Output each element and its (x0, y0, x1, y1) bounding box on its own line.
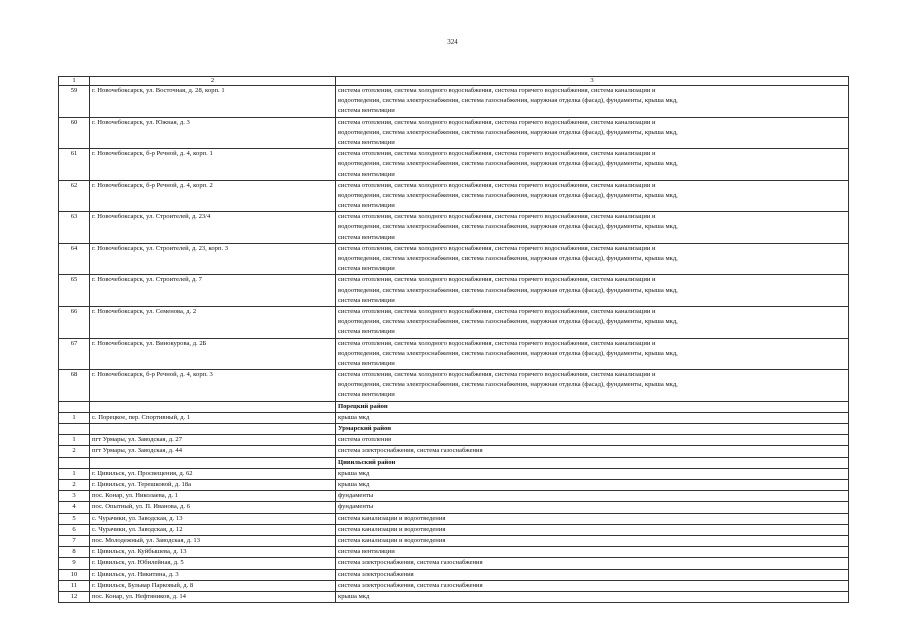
repair-works-line: фундаменты (338, 492, 374, 500)
table-row (59, 536, 849, 547)
row-number: 7 (59, 536, 90, 547)
repair-works-line: крыша мкд (338, 413, 370, 421)
building-address: г. Новочебоксарск, ул. Южная, д. 3 (90, 117, 336, 149)
repair-works-line: водоотведения, система электроснабжения, система газоснабжения, наружная отделка (фасад), фундаменты, крыша мкд, (338, 97, 678, 105)
repair-works-line: крыша мкд (338, 469, 370, 477)
row-number: 9 (59, 558, 90, 569)
table-row (59, 446, 849, 457)
repair-works-cell (336, 446, 849, 457)
row-number: 1 (59, 435, 90, 446)
repair-works-line: водоотведения, система электроснабжения, система газоснабжения, наружная отделка (фасад), фундаменты, крыша мкд, (338, 191, 678, 199)
row-number: 6 (59, 524, 90, 535)
building-address: г. Новочебоксарск, ул. Винокурова, д. 2Б (90, 338, 336, 370)
repair-works-cell (336, 370, 849, 402)
repair-works-line: система вентиляции (338, 265, 395, 273)
row-number: 63 (59, 212, 90, 244)
row-number: 11 (59, 580, 90, 591)
row-number: 2 (59, 446, 90, 457)
building-address: г. Цивильск, ул. Юбилейная, д. 5 (90, 558, 336, 569)
table-row (59, 569, 849, 580)
repair-works-cell (336, 558, 849, 569)
repair-works-cell (336, 180, 849, 212)
building-address: г. Новочебоксарск, ул. Строителей, д. 23/4 (90, 212, 336, 244)
repair-works-line: система канализации и водоотведения (338, 525, 446, 533)
repair-works-line: система отопления, система холодного водоснабжения, система горячего водоснабжения, система канализации и (338, 118, 656, 126)
repair-works-cell (336, 117, 849, 149)
row-number: 4 (59, 502, 90, 513)
repair-works-line: система отопления, система холодного водоснабжения, система горячего водоснабжения, система канализации и (338, 87, 656, 94)
table-row (59, 592, 849, 603)
table-row (59, 243, 849, 275)
building-address: пос. Молодежный, ул. Заводская, д. 13 (90, 536, 336, 547)
district-title: Урмарский район (336, 424, 849, 435)
repair-works-line: водоотведения, система электроснабжения, система газоснабжения, наружная отделка (фасад), фундаменты, крыша мкд, (338, 160, 678, 168)
column-number-2: 2 (90, 77, 336, 86)
district-title: Цивильский район (336, 457, 849, 468)
table-row (59, 491, 849, 502)
repair-works-line: система вентиляции (338, 138, 395, 146)
building-address: г. Цивильск, ул. Никитина, д. 3 (90, 569, 336, 580)
table-row (59, 502, 849, 513)
district-section-row (59, 457, 849, 468)
building-address: пос. Конар, ул. Нефтяников, д. 14 (90, 592, 336, 603)
repair-works-line: система отопления, система холодного водоснабжения, система горячего водоснабжения, система канализации и (338, 181, 656, 189)
column-number-1: 1 (59, 77, 90, 86)
repair-works-line: система вентиляции (338, 233, 395, 241)
table-row (59, 558, 849, 569)
section-empty-cell (59, 457, 90, 468)
row-number: 10 (59, 569, 90, 580)
repair-works-line: система электроснабжения, система газоснабжения (338, 447, 483, 455)
repair-works-line: система электроснабжения, система газоснабжения (338, 581, 483, 589)
repair-works-line: водоотведения, система электроснабжения, система газоснабжения, наружная отделка (фасад), фундаменты, крыша мкд, (338, 255, 678, 262)
repair-works-line: система электроснабжения, система газоснабжения (338, 559, 483, 567)
table-row (59, 547, 849, 558)
table-row (59, 580, 849, 591)
repair-works-cell (336, 513, 849, 524)
table-row (59, 412, 849, 423)
repair-works-line: система вентиляции (338, 296, 395, 304)
repair-works-line: система вентиляции (338, 548, 395, 556)
repair-works-line: система отопления, система холодного водоснабжения, система горячего водоснабжения, система канализации и (338, 213, 656, 221)
repair-works-cell (336, 592, 849, 603)
repair-works-cell (336, 338, 849, 370)
row-number: 2 (59, 480, 90, 491)
repair-works-line: система канализации и водоотведения (338, 537, 446, 545)
row-number: 3 (59, 491, 90, 502)
repair-works-cell (336, 480, 849, 491)
table-row (59, 306, 849, 338)
repair-works-line: водоотведения, система электроснабжения, система газоснабжения, наружная отделка (фасад), фундаменты, крыша мкд, (338, 318, 678, 326)
district-section-row (59, 424, 849, 435)
building-address: г. Новочебоксарск, ул. Семенова, д. 2 (90, 306, 336, 338)
building-address: с. Порецкое, пер. Спортивный, д. 1 (90, 412, 336, 423)
section-empty-cell (90, 457, 336, 468)
repair-works-cell (336, 536, 849, 547)
repair-works-line: система вентиляции (338, 170, 395, 178)
repair-works-line: водоотведения, система электроснабжения, система газоснабжения, наружная отделка (фасад), фундаменты, крыша мкд, (338, 381, 678, 389)
building-address: г. Новочебоксарск, б-р Речной, д. 4, корп. 2 (90, 180, 336, 212)
section-empty-cell (59, 424, 90, 435)
row-number: 60 (59, 117, 90, 149)
repair-works-line: система вентиляции (338, 391, 395, 399)
table-row (59, 480, 849, 491)
building-address: г. Новочебоксарск, ул. Восточная, д. 28, корп. 1 (90, 86, 336, 118)
row-number: 1 (59, 412, 90, 423)
building-address: с. Чурачики, ул. Заводская, д. 13 (90, 513, 336, 524)
building-address: г. Новочебоксарск, б-р Речной, д. 4, корп. 3 (90, 370, 336, 402)
row-number: 62 (59, 180, 90, 212)
repair-works-line: крыша мкд (338, 593, 370, 601)
repair-works-line: фундаменты (338, 503, 374, 511)
table-row (59, 370, 849, 402)
repair-works-line: система отопления, система холодного водоснабжения, система горячего водоснабжения, система канализации и (338, 244, 656, 252)
row-number: 66 (59, 306, 90, 338)
repair-works-line: система вентиляции (338, 359, 395, 367)
repair-works-line: система отопления, система холодного водоснабжения, система горячего водоснабжения, система канализации и (338, 276, 656, 284)
row-number: 8 (59, 547, 90, 558)
building-address: г. Новочебоксарск, ул. Строителей, д. 23, корп. 3 (90, 243, 336, 275)
table-row (59, 524, 849, 535)
building-address: г. Цивильск, Бульвар Парковый, д. 8 (90, 580, 336, 591)
row-number: 1 (59, 468, 90, 479)
table-row (59, 468, 849, 479)
table-row (59, 212, 849, 244)
table-row (59, 117, 849, 149)
table-body (59, 77, 849, 603)
table-row (59, 338, 849, 370)
repair-works-cell (336, 502, 849, 513)
repair-register-table (58, 76, 849, 603)
building-address: г. Новочебоксарск, б-р Речной, д. 4, корп. 1 (90, 149, 336, 181)
district-title: Порецкий район (336, 401, 849, 412)
repair-works-line: водоотведения, система электроснабжения, система газоснабжения, наружная отделка (фасад), фундаменты, крыша мкд, (338, 223, 678, 231)
row-number: 61 (59, 149, 90, 181)
repair-works-cell (336, 569, 849, 580)
repair-works-cell (336, 243, 849, 275)
row-number: 12 (59, 592, 90, 603)
building-address: г. Цивильск, ул. Куйбышева, д. 13 (90, 547, 336, 558)
repair-works-cell (336, 149, 849, 181)
repair-works-line: водоотведения, система электроснабжения, система газоснабжения, наружная отделка (фасад), фундаменты, крыша мкд, (338, 286, 678, 294)
repair-works-line: система вентиляции (338, 107, 395, 115)
repair-works-line: система отопления, система холодного водоснабжения, система горячего водоснабжения, система канализации и (338, 371, 656, 379)
repair-works-line: водоотведения, система электроснабжения, система газоснабжения, наружная отделка (фасад), фундаменты, крыша мкд, (338, 349, 678, 357)
column-number-row (59, 77, 849, 86)
repair-works-line: система отопления (338, 436, 392, 444)
building-address: пос. Конар, ул. Николаева, д. 1 (90, 491, 336, 502)
repair-works-cell (336, 580, 849, 591)
repair-works-line: крыша мкд (338, 481, 370, 489)
column-number-3: 3 (336, 77, 849, 86)
repair-works-line: система отопления, система холодного водоснабжения, система горячего водоснабжения, система канализации и (338, 150, 656, 158)
district-section-row (59, 401, 849, 412)
repair-works-cell (336, 306, 849, 338)
building-address: с. Чурачики, ул. Заводская, д. 12 (90, 524, 336, 535)
building-address: г. Цивильск, ул. Терешковой, д. 18а (90, 480, 336, 491)
repair-works-cell (336, 275, 849, 307)
building-address: г. Новочебоксарск, ул. Строителей, д. 7 (90, 275, 336, 307)
repair-works-line: система отопления, система холодного водоснабжения, система горячего водоснабжения, система канализации и (338, 307, 656, 315)
row-number: 64 (59, 243, 90, 275)
table-row (59, 180, 849, 212)
repair-works-cell (336, 547, 849, 558)
section-empty-cell (90, 401, 336, 412)
building-address: г. Цивильск, ул. Просвещения, д. 62 (90, 468, 336, 479)
section-empty-cell (59, 401, 90, 412)
repair-works-line: водоотведения, система электроснабжения, система газоснабжения, наружная отделка (фасад), фундаменты, крыша мкд, (338, 128, 678, 136)
repair-works-cell (336, 412, 849, 423)
table-row (59, 86, 849, 118)
row-number: 65 (59, 275, 90, 307)
repair-works-line: система канализации и водоотведения (338, 514, 446, 522)
table-row (59, 275, 849, 307)
row-number: 59 (59, 86, 90, 118)
building-address: пгт Урмары, ул. Заводская, д. 27 (90, 435, 336, 446)
repair-works-cell (336, 435, 849, 446)
repair-works-cell (336, 491, 849, 502)
building-address: пгт Урмары, ул. Заводская, д. 44 (90, 446, 336, 457)
repair-works-line: система отопления, система холодного водоснабжения, система горячего водоснабжения, система канализации и (338, 339, 656, 347)
row-number: 67 (59, 338, 90, 370)
building-address: пос. Опытный, ул. П. Иванова, д. 6 (90, 502, 336, 513)
repair-works-line: система электроснабжения (338, 570, 414, 578)
section-empty-cell (90, 424, 336, 435)
repair-works-cell (336, 212, 849, 244)
table-row (59, 513, 849, 524)
row-number: 5 (59, 513, 90, 524)
repair-works-line: система вентиляции (338, 328, 395, 336)
row-number: 68 (59, 370, 90, 402)
repair-works-cell (336, 524, 849, 535)
table-row (59, 149, 849, 181)
page-number: 324 (447, 38, 458, 46)
repair-works-line: система вентиляции (338, 202, 395, 210)
repair-works-cell (336, 86, 849, 118)
repair-works-cell (336, 468, 849, 479)
table-row (59, 435, 849, 446)
